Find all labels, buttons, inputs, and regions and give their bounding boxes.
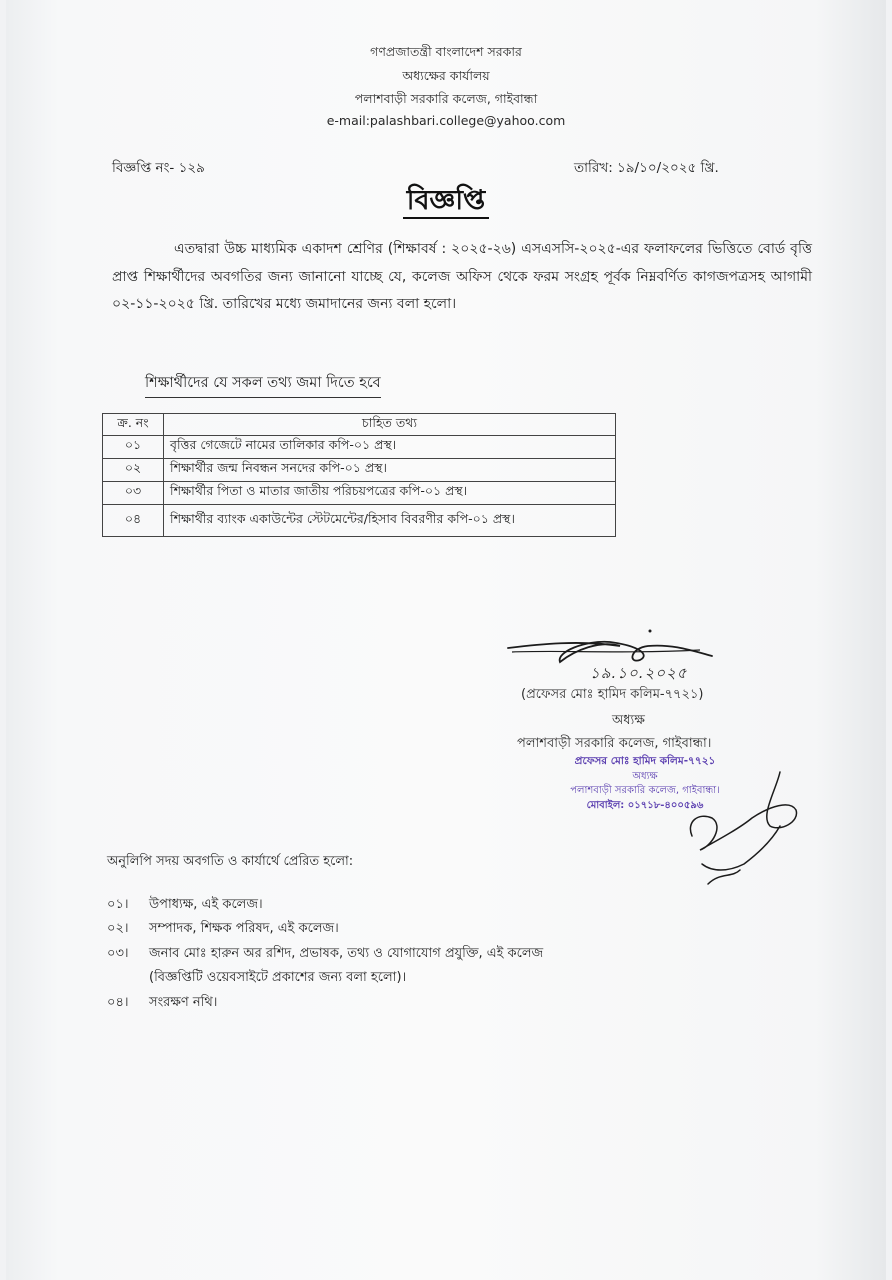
signature-dot — [649, 630, 652, 633]
copy-item — [107, 993, 217, 1014]
copy-item-text: সংরক্ষণ নথি। — [149, 995, 218, 1010]
memo-number: বিজ্ঞপ্তি নং- ১২৯ — [112, 160, 205, 176]
copy-item-continuation: (বিজ্ঞপ্তিটি ওয়েবসাইটে প্রকাশের জন্য বলা হলো)। — [149, 970, 407, 985]
copy-item — [107, 944, 543, 965]
stamp-designation: অধ্যক্ষ — [632, 771, 658, 782]
handwritten-date: ১৯.১০.২০২৫ — [590, 664, 688, 682]
principal-signature-underline — [512, 650, 700, 652]
row-text: শিক্ষার্থীর ব্যাংক একাউন্টের স্টেটমেন্টের/হিসাব বিবরণীর কপি-০১ প্রস্থ। — [164, 505, 616, 537]
signer-institution: পলাশবাড়ী সরকারি কলেজ, গাইবান্ধা। — [517, 736, 712, 751]
row-serial: ০৪ — [103, 505, 164, 537]
header-email: e-mail:palashbari.college@yahoo.com — [326, 113, 566, 128]
copy-item-number: ০৪। — [107, 995, 129, 1010]
header-office: অধ্যক্ষের কার্যালয় — [402, 68, 490, 83]
copy-item — [107, 919, 339, 940]
memo-date: তারিখ: ১৯/১০/২০২৫ খ্রি. — [574, 160, 719, 176]
copy-item — [107, 895, 263, 916]
copy-item-text: সম্পাদক, শিক্ষক পরিষদ, এই কলেজ। — [149, 921, 339, 936]
row-serial: ০৩ — [103, 482, 164, 505]
column-header-info: চাহিত তথ্য — [164, 414, 616, 436]
row-serial: ০১ — [103, 436, 164, 459]
signer-designation: অধ্যক্ষ — [612, 713, 645, 728]
stamp-institution: পলাশবাড়ী সরকারি কলেজ, গাইবান্ধা। — [570, 785, 720, 796]
row-text: শিক্ষার্থীর পিতা ও মাতার জাতীয় পরিচয়পত্রের কপি-০১ প্রস্থ। — [164, 482, 616, 505]
signer-name: (প্রফেসর মোঃ হামিদ কলিম-৭৭২১) — [521, 687, 704, 702]
notice-title-text: বিজ্ঞপ্তি — [403, 185, 490, 219]
stamp-mobile: মোবাইল: ০১৭১৮-৪০০৫৯৬ — [586, 800, 704, 811]
copy-to-intro: অনুলিপি সদয় অবগতি ও কার্যার্থে প্রেরিত হলো: — [107, 854, 354, 869]
notice-body-text: এতদ্বারা উচ্চ মাধ্যমিক একাদশ শ্রেণির (শিক্ষাবর্ষ : ২০২৫-২৬) এসএসসি-২০২৫-এর ফলাফলের ভিত্তিতে বোর্ড বৃত্তি প্রাপ্ত শিক্ষার্থীদের অবগতির জন্য জানানো যাচ্ছে যে, কলেজ অফিস থেকে ফরম সংগ্রহ পূর্বক নিম্নবর্ণিত কাগজপত্রসহ আগামী ০২-১১-২০২৫ খ্রি. তারিখের মধ্যে জমাদানের জন্য বলা হলো। — [112, 241, 812, 312]
row-text: বৃত্তির গেজেটে নামের তালিকার কপি-০১ প্রস্থ। — [164, 436, 616, 459]
header-government: গণপ্রজাতন্ত্রী বাংলাদেশ সরকার — [370, 44, 522, 59]
row-text: শিক্ষার্থীর জন্ম নিবন্ধন সনদের কপি-০১ প্রস্থ। — [164, 459, 616, 482]
stamp-name: প্রফেসর মোঃ হামিদ কলিম-৭৭২১ — [574, 755, 716, 767]
copy-item-number: ০১। — [107, 897, 129, 912]
column-header-serial: ক্র. নং — [103, 414, 164, 436]
header-college: পলাশবাড়ী সরকারি কলেজ, গাইবান্ধা — [354, 91, 538, 106]
copy-item-text: জনাব মোঃ হারুন অর রশিদ, প্রভাষক, তথ্য ও যোগাযোগ প্রযুক্তি, এই কলেজ — [149, 946, 544, 961]
copy-item-number: ০২। — [107, 921, 129, 936]
required-info-heading: শিক্ষার্থীদের যে সকল তথ্য জমা দিতে হবে — [145, 372, 381, 398]
row-serial: ০২ — [103, 459, 164, 482]
copy-item-number: ০৩। — [107, 946, 129, 961]
copy-item-text: উপাধ্যক্ষ, এই কলেজ। — [149, 897, 263, 912]
